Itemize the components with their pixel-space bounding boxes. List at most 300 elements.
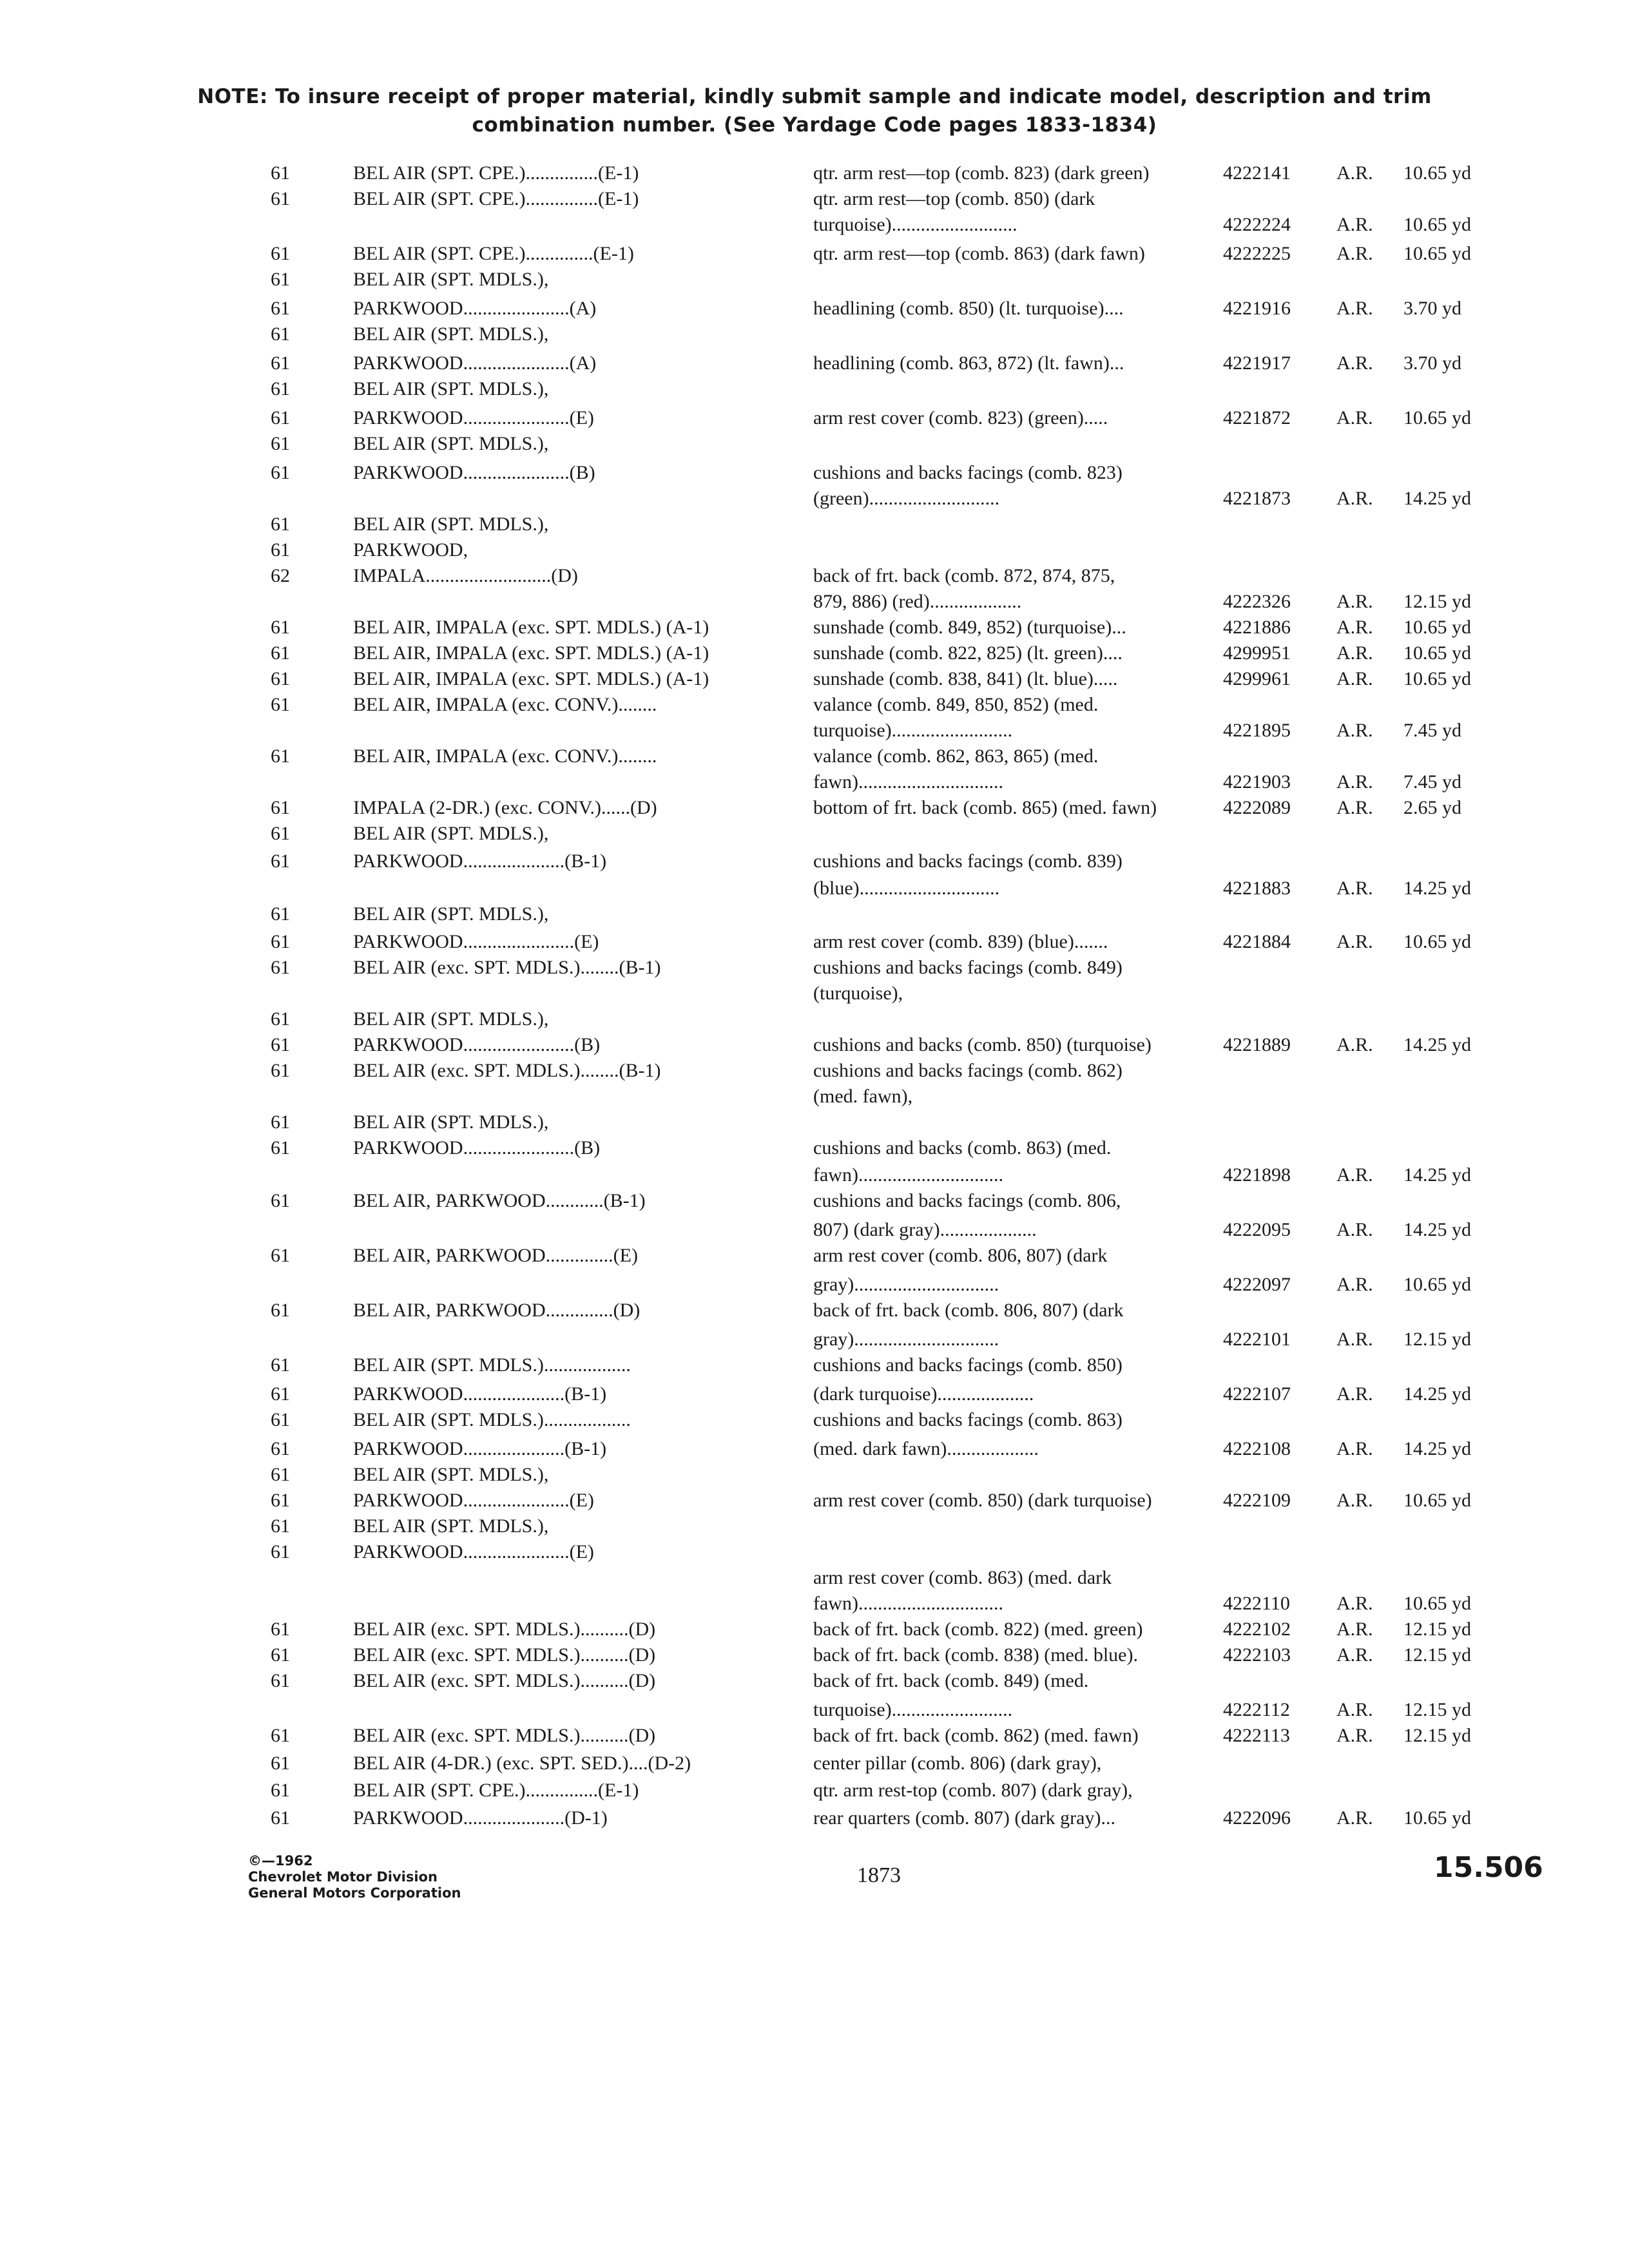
part-description: qtr. arm rest—top (comb. 863) (dark fawn) — [813, 243, 1145, 264]
part-description: arm rest cover (comb. 863) (med. dark — [813, 1567, 1112, 1588]
model-name: BEL AIR (SPT. MDLS.), — [353, 433, 549, 454]
part-description: center pillar (comb. 806) (dark gray), — [813, 1753, 1102, 1774]
part-number: 4222089 — [1223, 797, 1291, 818]
model-name: PARKWOOD.....................(B-1) — [353, 1383, 607, 1405]
part-description: 807) (dark gray).................... — [813, 1219, 1037, 1240]
model-name: PARKWOOD.....................(B-1) — [353, 850, 607, 872]
part-number: 4221873 — [1223, 488, 1291, 509]
quantity: A.R. — [1336, 878, 1373, 899]
model-name: BEL AIR (exc. SPT. MDLS.)........(B-1) — [353, 957, 661, 978]
model-name: BEL AIR (SPT. MDLS.), — [353, 903, 549, 925]
table-row — [0, 1437, 1629, 1461]
table-row — [0, 930, 1629, 954]
quantity: A.R. — [1336, 214, 1373, 235]
model-name: BEL AIR (SPT. CPE.)...............(E-1) — [353, 162, 639, 184]
part-description: cushions and backs facings (comb. 862) — [813, 1060, 1123, 1081]
table-row — [0, 377, 1629, 401]
corporation-name: General Motors Corporation — [248, 1885, 461, 1901]
table-row — [0, 161, 1629, 186]
quantity: A.R. — [1336, 1219, 1373, 1240]
table-row — [0, 590, 1629, 614]
model-name: BEL AIR, PARKWOOD..............(E) — [353, 1245, 638, 1266]
part-description: (turquoise), — [813, 983, 903, 1004]
yardage: 12.15 yd — [1403, 1699, 1471, 1720]
model-year: 61 — [271, 1438, 290, 1459]
quantity: A.R. — [1336, 591, 1373, 612]
quantity: A.R. — [1336, 1644, 1373, 1666]
model-year: 61 — [271, 1807, 290, 1829]
yardage: 14.25 yd — [1403, 1219, 1471, 1240]
model-year: 61 — [271, 1354, 290, 1376]
model-name: IMPALA..........................(D) — [353, 565, 578, 586]
part-number: 4222326 — [1223, 591, 1291, 612]
part-number: 4221884 — [1223, 931, 1291, 952]
part-description: 879, 886) (red)................... — [813, 591, 1022, 612]
part-description: arm rest cover (comb. 850) (dark turquoise) — [813, 1490, 1152, 1511]
model-name: BEL AIR (SPT. MDLS.), — [353, 1464, 549, 1485]
model-name: BEL AIR (exc. SPT. MDLS.)..........(D) — [353, 1644, 656, 1666]
table-row — [0, 1007, 1629, 1032]
part-description: cushions and backs facings (comb. 850) — [813, 1354, 1123, 1376]
quantity: A.R. — [1336, 1490, 1373, 1511]
model-year: 61 — [271, 903, 290, 925]
part-number: 4221898 — [1223, 1164, 1291, 1186]
part-number: 4222095 — [1223, 1219, 1291, 1240]
section-number: 15.506 — [1434, 1851, 1543, 1884]
yardage: 7.45 yd — [1403, 720, 1461, 741]
part-description: cushions and backs facings (comb. 839) — [813, 850, 1123, 872]
part-number: 4221917 — [1223, 352, 1291, 374]
part-description: cushions and backs (comb. 863) (med. — [813, 1137, 1112, 1158]
table-row — [0, 1033, 1629, 1057]
table-row — [0, 564, 1629, 588]
model-name: BEL AIR, PARKWOOD............(B-1) — [353, 1190, 646, 1211]
part-number: 4221883 — [1223, 878, 1291, 899]
quantity: A.R. — [1336, 797, 1373, 818]
model-year: 61 — [271, 462, 290, 483]
part-number: 4221889 — [1223, 1034, 1291, 1055]
part-number: 4222097 — [1223, 1274, 1291, 1295]
quantity: A.R. — [1336, 771, 1373, 793]
model-name: BEL AIR (exc. SPT. MDLS.)..........(D) — [353, 1670, 656, 1691]
quantity: A.R. — [1336, 1807, 1373, 1829]
yardage: 3.70 yd — [1403, 352, 1461, 374]
part-description: fawn).............................. — [813, 771, 1003, 793]
part-description: headlining (comb. 850) (lt. turquoise).... — [813, 298, 1124, 319]
part-description: back of frt. back (comb. 806, 807) (dark — [813, 1300, 1124, 1321]
table-row — [0, 1540, 1629, 1564]
table-row — [0, 187, 1629, 211]
model-name: PARKWOOD.......................(B) — [353, 1034, 601, 1055]
model-year: 61 — [271, 1008, 290, 1030]
part-description: fawn).............................. — [813, 1164, 1003, 1186]
quantity: A.R. — [1336, 617, 1373, 638]
model-name: BEL AIR (exc. SPT. MDLS.)..........(D) — [353, 1619, 656, 1640]
model-year: 61 — [271, 1190, 290, 1211]
table-row — [0, 538, 1629, 562]
copyright: ©—1962 — [248, 1853, 313, 1869]
table-row — [0, 1382, 1629, 1407]
model-name: PARKWOOD.....................(B-1) — [353, 1438, 607, 1459]
note-line-2: combination number. (See Yardage Code pages 1833-1834) — [472, 113, 1157, 137]
part-description: cushions and backs facings (comb. 849) — [813, 957, 1123, 978]
table-row — [0, 718, 1629, 743]
model-name: BEL AIR, IMPALA (exc. SPT. MDLS.) (A-1) — [353, 617, 709, 638]
part-number: 4222096 — [1223, 1807, 1291, 1829]
model-year: 61 — [271, 797, 290, 818]
model-name: IMPALA (2-DR.) (exc. CONV.)......(D) — [353, 797, 657, 818]
model-name: PARKWOOD.......................(B) — [353, 1137, 601, 1158]
table-row — [0, 1566, 1629, 1590]
table-row — [0, 744, 1629, 769]
part-description: cushions and backs (comb. 850) (turquoise) — [813, 1034, 1152, 1055]
model-name: PARKWOOD......................(A) — [353, 352, 597, 374]
yardage: 14.25 yd — [1403, 1034, 1471, 1055]
part-description: sunshade (comb. 822, 825) (lt. green).... — [813, 642, 1123, 664]
quantity: A.R. — [1336, 162, 1373, 184]
part-description: back of frt. back (comb. 872, 874, 875, — [813, 565, 1115, 586]
model-year: 61 — [271, 642, 290, 664]
model-year: 61 — [271, 188, 290, 209]
model-name: PARKWOOD......................(E) — [353, 1541, 594, 1562]
model-name: BEL AIR (SPT. MDLS.), — [353, 514, 549, 535]
model-year: 61 — [271, 323, 290, 345]
part-description: back of frt. back (comb. 838) (med. blue). — [813, 1644, 1138, 1666]
part-description: bottom of frt. back (comb. 865) (med. fawn) — [813, 797, 1157, 818]
model-year: 61 — [271, 931, 290, 952]
table-row — [0, 213, 1629, 237]
table-row — [0, 1059, 1629, 1083]
part-description: sunshade (comb. 838, 841) (lt. blue)..... — [813, 668, 1118, 689]
yardage: 10.65 yd — [1403, 243, 1471, 264]
model-name: BEL AIR (SPT. MDLS.).................. — [353, 1354, 631, 1376]
table-row — [0, 1778, 1629, 1803]
yardage: 14.25 yd — [1403, 1164, 1471, 1186]
part-number: 4222107 — [1223, 1383, 1291, 1405]
model-name: BEL AIR, IMPALA (exc. CONV.)........ — [353, 694, 657, 715]
model-year: 61 — [271, 1137, 290, 1158]
model-name: BEL AIR (SPT. MDLS.), — [353, 378, 549, 399]
model-name: BEL AIR (exc. SPT. MDLS.)........(B-1) — [353, 1060, 661, 1081]
table-row — [0, 641, 1629, 666]
table-row — [0, 1327, 1629, 1352]
yardage: 10.65 yd — [1403, 642, 1471, 664]
part-description: cushions and backs facings (comb. 823) — [813, 462, 1123, 483]
quantity: A.R. — [1336, 1274, 1373, 1295]
table-row — [0, 1488, 1629, 1513]
table-row — [0, 1163, 1629, 1187]
model-year: 61 — [271, 1409, 290, 1430]
table-row — [0, 267, 1629, 292]
yardage: 12.15 yd — [1403, 1329, 1471, 1350]
part-description: arm rest cover (comb. 823) (green)..... — [813, 407, 1108, 428]
model-year: 61 — [271, 1541, 290, 1562]
model-name: PARKWOOD, — [353, 539, 468, 561]
table-row — [0, 1353, 1629, 1378]
yardage: 14.25 yd — [1403, 1383, 1471, 1405]
quantity: A.R. — [1336, 1593, 1373, 1614]
quantity: A.R. — [1336, 1034, 1373, 1055]
page-number: 1873 — [857, 1863, 901, 1887]
yardage: 12.15 yd — [1403, 1619, 1471, 1640]
quantity: A.R. — [1336, 488, 1373, 509]
model-name: PARKWOOD......................(E) — [353, 1490, 594, 1511]
model-year: 61 — [271, 407, 290, 428]
quantity: A.R. — [1336, 668, 1373, 689]
table-row — [0, 1751, 1629, 1776]
quantity: A.R. — [1336, 642, 1373, 664]
quantity: A.R. — [1336, 298, 1373, 319]
model-name: PARKWOOD......................(A) — [353, 298, 597, 319]
table-row — [0, 486, 1629, 511]
table-row — [0, 615, 1629, 640]
part-number: 4222110 — [1223, 1593, 1290, 1614]
part-description: valance (comb. 862, 863, 865) (med. — [813, 745, 1099, 767]
table-row — [0, 1084, 1629, 1109]
model-year: 61 — [271, 1619, 290, 1640]
part-description: (blue)............................. — [813, 878, 1000, 899]
model-year: 61 — [271, 617, 290, 638]
part-number: 4222225 — [1223, 243, 1291, 264]
table-row — [0, 849, 1629, 874]
part-description: rear quarters (comb. 807) (dark gray)... — [813, 1807, 1115, 1829]
quantity: A.R. — [1336, 931, 1373, 952]
model-year: 61 — [271, 539, 290, 561]
part-number: 4222109 — [1223, 1490, 1291, 1511]
table-row — [0, 296, 1629, 321]
model-name: BEL AIR, IMPALA (exc. CONV.)........ — [353, 745, 657, 767]
table-row — [0, 242, 1629, 266]
table-row — [0, 512, 1629, 537]
model-name: BEL AIR (SPT. MDLS.), — [353, 823, 549, 844]
part-description: arm rest cover (comb. 806, 807) (dark — [813, 1245, 1108, 1266]
model-year: 61 — [271, 957, 290, 978]
table-row — [0, 1110, 1629, 1135]
model-name: PARKWOOD.......................(E) — [353, 931, 599, 952]
model-name: BEL AIR, PARKWOOD..............(D) — [353, 1300, 641, 1321]
quantity: A.R. — [1336, 1699, 1373, 1720]
model-year: 61 — [271, 1383, 290, 1405]
model-name: PARKWOOD......................(B) — [353, 462, 595, 483]
yardage: 10.65 yd — [1403, 1274, 1471, 1295]
table-row — [0, 1643, 1629, 1667]
footer-publisher — [248, 1853, 461, 1901]
table-row — [0, 406, 1629, 430]
part-number: 4222224 — [1223, 214, 1291, 235]
model-year: 62 — [271, 565, 290, 586]
part-description: turquoise)......................... — [813, 1699, 1013, 1720]
yardage: 10.65 yd — [1403, 617, 1471, 638]
model-year: 61 — [271, 1644, 290, 1666]
division-name: Chevrolet Motor Division — [248, 1869, 438, 1885]
model-year: 61 — [271, 1490, 290, 1511]
yardage: 10.65 yd — [1403, 214, 1471, 235]
model-name: BEL AIR (SPT. CPE.)..............(E-1) — [353, 243, 634, 264]
part-number: 4222112 — [1223, 1699, 1290, 1720]
table-row — [0, 351, 1629, 376]
part-number: 4222102 — [1223, 1619, 1291, 1640]
table-row — [0, 1724, 1629, 1748]
quantity: A.R. — [1336, 720, 1373, 741]
table-row — [0, 1298, 1629, 1323]
table-row — [0, 461, 1629, 485]
yardage: 12.15 yd — [1403, 591, 1471, 612]
yardage: 10.65 yd — [1403, 1593, 1471, 1614]
model-year: 61 — [271, 823, 290, 844]
yardage: 7.45 yd — [1403, 771, 1461, 793]
model-year: 61 — [271, 1780, 290, 1801]
part-number: 4221872 — [1223, 407, 1291, 428]
quantity: A.R. — [1336, 1329, 1373, 1350]
part-description: headlining (comb. 863, 872) (lt. fawn)... — [813, 352, 1124, 374]
part-number: 4222101 — [1223, 1329, 1291, 1350]
yardage: 12.15 yd — [1403, 1725, 1471, 1746]
table-row — [0, 1218, 1629, 1242]
part-description: valance (comb. 849, 850, 852) (med. — [813, 694, 1099, 715]
quantity: A.R. — [1336, 1619, 1373, 1640]
table-row — [0, 796, 1629, 820]
part-description: (green)........................... — [813, 488, 1000, 509]
table-row — [0, 1698, 1629, 1722]
yardage: 14.25 yd — [1403, 878, 1471, 899]
model-year: 61 — [271, 1670, 290, 1691]
model-year: 61 — [271, 1725, 290, 1746]
model-name: BEL AIR, IMPALA (exc. SPT. MDLS.) (A-1) — [353, 642, 709, 664]
model-year: 61 — [271, 694, 290, 715]
yardage: 14.25 yd — [1403, 488, 1471, 509]
model-year: 61 — [271, 1753, 290, 1774]
table-row — [0, 1408, 1629, 1432]
yardage: 10.65 yd — [1403, 1490, 1471, 1511]
yardage: 10.65 yd — [1403, 931, 1471, 952]
part-number: 4221903 — [1223, 771, 1291, 793]
table-row — [0, 1244, 1629, 1268]
yardage: 2.65 yd — [1403, 797, 1461, 818]
part-number: 4222103 — [1223, 1644, 1291, 1666]
part-description: (dark turquoise).................... — [813, 1383, 1034, 1405]
model-year: 61 — [271, 1034, 290, 1055]
part-description: gray).............................. — [813, 1274, 999, 1295]
quantity: A.R. — [1336, 1438, 1373, 1459]
yardage: 10.65 yd — [1403, 162, 1471, 184]
table-row — [0, 667, 1629, 691]
table-row — [0, 902, 1629, 927]
yardage: 10.65 yd — [1403, 668, 1471, 689]
part-description: back of frt. back (comb. 849) (med. — [813, 1670, 1089, 1691]
table-row — [0, 1273, 1629, 1297]
part-description: back of frt. back (comb. 822) (med. green) — [813, 1619, 1143, 1640]
table-row — [0, 981, 1629, 1006]
part-number: 4299951 — [1223, 642, 1291, 664]
table-row — [0, 1189, 1629, 1213]
part-description: turquoise).......................... — [813, 214, 1017, 235]
model-name: BEL AIR (SPT. MDLS.).................. — [353, 1409, 631, 1430]
model-name: PARKWOOD.....................(D-1) — [353, 1807, 608, 1829]
quantity: A.R. — [1336, 407, 1373, 428]
part-description: fawn).............................. — [813, 1593, 1003, 1614]
model-year: 61 — [271, 1300, 290, 1321]
model-year: 61 — [271, 433, 290, 454]
note-header — [0, 82, 1629, 139]
quantity: A.R. — [1336, 1164, 1373, 1186]
model-name: BEL AIR (SPT. MDLS.), — [353, 269, 549, 290]
model-year: 61 — [271, 1111, 290, 1133]
table-row — [0, 1591, 1629, 1616]
table-row — [0, 1514, 1629, 1539]
model-year: 61 — [271, 162, 290, 184]
model-year: 61 — [271, 1060, 290, 1081]
part-number: 4222113 — [1223, 1725, 1290, 1746]
model-name: PARKWOOD......................(E) — [353, 407, 594, 428]
part-description: gray).............................. — [813, 1329, 999, 1350]
quantity: A.R. — [1336, 352, 1373, 374]
quantity: A.R. — [1336, 1383, 1373, 1405]
part-description: back of frt. back (comb. 862) (med. fawn) — [813, 1725, 1139, 1746]
model-name: BEL AIR (4-DR.) (exc. SPT. SED.)....(D-2) — [353, 1753, 691, 1774]
model-year: 61 — [271, 298, 290, 319]
model-year: 61 — [271, 352, 290, 374]
part-description: arm rest cover (comb. 839) (blue)....... — [813, 931, 1108, 952]
part-description: (med. dark fawn)................... — [813, 1438, 1039, 1459]
table-row — [0, 956, 1629, 980]
yardage: 3.70 yd — [1403, 298, 1461, 319]
part-number: 4221886 — [1223, 617, 1291, 638]
model-year: 61 — [271, 269, 290, 290]
yardage: 12.15 yd — [1403, 1644, 1471, 1666]
model-year: 61 — [271, 850, 290, 872]
model-year: 61 — [271, 1515, 290, 1537]
part-description: qtr. arm rest-top (comb. 807) (dark gray), — [813, 1780, 1133, 1801]
model-year: 61 — [271, 1464, 290, 1485]
part-description: sunshade (comb. 849, 852) (turquoise)... — [813, 617, 1126, 638]
table-row — [0, 822, 1629, 846]
quantity: A.R. — [1336, 243, 1373, 264]
part-description: cushions and backs facings (comb. 806, — [813, 1190, 1121, 1211]
model-name: BEL AIR (exc. SPT. MDLS.)..........(D) — [353, 1725, 656, 1746]
model-year: 61 — [271, 668, 290, 689]
part-number: 4221916 — [1223, 298, 1291, 319]
part-description: (med. fawn), — [813, 1086, 913, 1107]
part-number: 4299961 — [1223, 668, 1291, 689]
part-description: turquoise)......................... — [813, 720, 1013, 741]
model-name: BEL AIR (SPT. MDLS.), — [353, 1008, 549, 1030]
table-row — [0, 770, 1629, 794]
table-row — [0, 1806, 1629, 1831]
table-row — [0, 1463, 1629, 1487]
model-name: BEL AIR, IMPALA (exc. SPT. MDLS.) (A-1) — [353, 668, 709, 689]
yardage: 10.65 yd — [1403, 1807, 1471, 1829]
table-row — [0, 1617, 1629, 1642]
model-name: BEL AIR (SPT. MDLS.), — [353, 1515, 549, 1537]
part-number: 4222108 — [1223, 1438, 1291, 1459]
model-year: 61 — [271, 745, 290, 767]
model-year: 61 — [271, 243, 290, 264]
yardage: 10.65 yd — [1403, 407, 1471, 428]
part-number: 4221895 — [1223, 720, 1291, 741]
model-year: 61 — [271, 1245, 290, 1266]
model-name: BEL AIR (SPT. MDLS.), — [353, 323, 549, 345]
table-row — [0, 322, 1629, 347]
model-name: BEL AIR (SPT. MDLS.), — [353, 1111, 549, 1133]
part-description: qtr. arm rest—top (comb. 850) (dark — [813, 188, 1095, 209]
yardage: 14.25 yd — [1403, 1438, 1471, 1459]
table-row — [0, 693, 1629, 717]
part-description: qtr. arm rest—top (comb. 823) (dark green) — [813, 162, 1150, 184]
note-line-1: NOTE: To insure receipt of proper material, kindly submit sample and indicate model, description and trim — [197, 85, 1432, 108]
model-name: BEL AIR (SPT. CPE.)...............(E-1) — [353, 188, 639, 209]
part-description: cushions and backs facings (comb. 863) — [813, 1409, 1123, 1430]
table-row — [0, 432, 1629, 456]
